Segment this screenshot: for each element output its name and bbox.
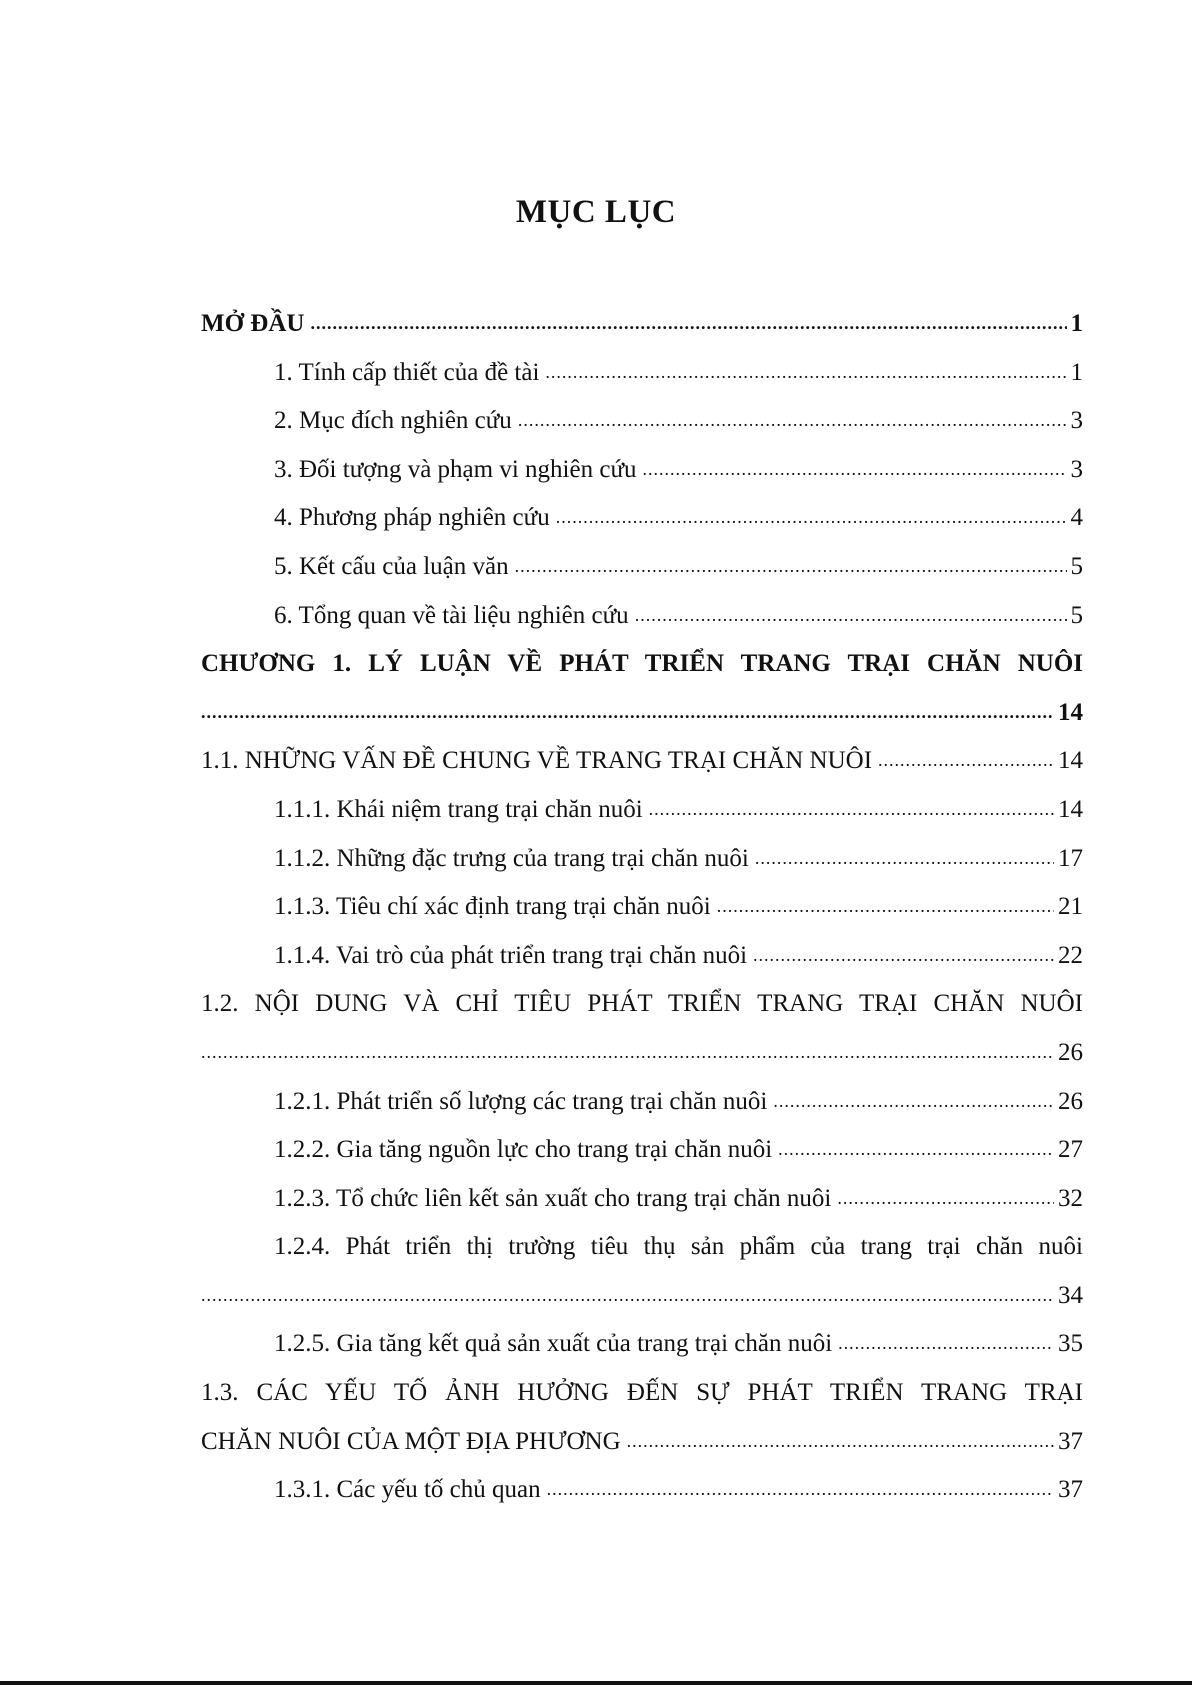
toc-entry-label: 2. Mục đích nghiên cứu xyxy=(274,407,512,435)
toc-entry-page: 4 xyxy=(1070,504,1083,532)
toc-entry[interactable] xyxy=(201,893,1083,942)
toc-entry-label: 1.1.2. Những đặc trưng của trang trại chăn nuôi xyxy=(274,844,749,872)
toc-entry-page: 3 xyxy=(1070,407,1083,435)
dot-leader xyxy=(838,1333,1054,1354)
toc-entry[interactable] xyxy=(201,1185,1083,1234)
dot-leader xyxy=(755,848,1054,869)
table-of-contents xyxy=(201,310,1083,1525)
toc-entry-label: 1.1.1. Khái niệm trang trại chăn nuôi xyxy=(274,795,643,823)
dot-leader xyxy=(201,1285,1054,1306)
toc-entry-continuation[interactable] xyxy=(201,1428,1083,1477)
dot-leader xyxy=(518,410,1067,431)
toc-entry-label: 1.2.4. Phát triển thị trường tiêu thụ sản phẩm của trang trại chăn nuôi xyxy=(274,1233,1083,1261)
toc-entry[interactable] xyxy=(201,796,1083,845)
toc-entry-page: 21 xyxy=(1058,893,1083,921)
toc-entry-label: 1.2.5. Gia tăng kết quả sản xuất của trang trại chăn nuôi xyxy=(274,1330,833,1358)
toc-entry[interactable] xyxy=(201,456,1083,505)
toc-entry[interactable] xyxy=(201,1136,1083,1185)
dot-leader xyxy=(556,507,1067,528)
toc-entry-label: 5. Kết cấu của luận văn xyxy=(274,552,509,580)
toc-entry-label: 1.2. NỘI DUNG VÀ CHỈ TIÊU PHÁT TRIỂN TRANG TRẠI CHĂN NUÔI xyxy=(201,990,1083,1018)
toc-entry-label: CHĂN NUÔI CỦA MỘT ĐỊA PHƯƠNG xyxy=(201,1427,621,1455)
toc-entry-continuation[interactable] xyxy=(201,1039,1083,1088)
toc-entry-label: 1.3. CÁC YẾU TỐ ẢNH HƯỞNG ĐẾN SỰ PHÁT TRIỂN TRANG TRẠI xyxy=(201,1379,1083,1407)
toc-entry-continuation[interactable] xyxy=(201,699,1083,748)
toc-entry-label: CHƯƠNG 1. LÝ LUẬN VỀ PHÁT TRIỂN TRANG TRẠI CHĂN NUÔI xyxy=(201,650,1083,678)
toc-entry[interactable] xyxy=(201,359,1083,408)
toc-entry-page: 34 xyxy=(1058,1281,1083,1309)
toc-entry[interactable] xyxy=(201,942,1083,991)
page-title: MỤC LỤC xyxy=(515,194,677,230)
toc-entry-label: 1.1.3. Tiêu chí xác định trang trại chăn nuôi xyxy=(274,893,711,921)
toc-entry-page: 26 xyxy=(1058,1087,1083,1115)
bottom-edge-rule xyxy=(0,1681,1192,1685)
toc-entry-page: 14 xyxy=(1058,795,1083,823)
toc-entry-page: 35 xyxy=(1058,1330,1083,1358)
toc-entry-subsection[interactable] xyxy=(201,1233,1083,1282)
dot-leader xyxy=(878,750,1054,771)
dot-leader xyxy=(643,459,1067,480)
toc-entry[interactable] xyxy=(201,1476,1083,1525)
dot-leader xyxy=(635,605,1067,626)
toc-entry-page: 5 xyxy=(1070,601,1083,629)
toc-entry-page: 1 xyxy=(1070,358,1083,386)
toc-entry-continuation[interactable] xyxy=(201,1282,1083,1331)
toc-entry-label: 3. Đối tượng và phạm vi nghiên cứu xyxy=(274,455,637,483)
toc-entry[interactable] xyxy=(201,1088,1083,1137)
dot-leader xyxy=(547,1479,1054,1500)
dot-leader xyxy=(837,1188,1054,1209)
toc-entry[interactable] xyxy=(201,602,1083,651)
dot-leader xyxy=(778,1139,1054,1160)
toc-entry-section[interactable] xyxy=(201,1379,1083,1428)
toc-entry-page: 1 xyxy=(1070,310,1083,337)
toc-entry-page: 22 xyxy=(1058,941,1083,969)
toc-entry-section[interactable] xyxy=(201,990,1083,1039)
dot-leader xyxy=(515,556,1067,577)
toc-entry-label: 1.3.1. Các yếu tố chủ quan xyxy=(274,1476,541,1504)
toc-entry[interactable] xyxy=(201,747,1083,796)
toc-entry-page: 26 xyxy=(1058,1038,1083,1066)
toc-entry-label: 1. Tính cấp thiết của đề tài xyxy=(274,358,540,386)
toc-entry[interactable] xyxy=(201,1330,1083,1379)
toc-entry[interactable] xyxy=(201,553,1083,602)
toc-entry-chapter[interactable] xyxy=(201,650,1083,699)
toc-entry[interactable] xyxy=(201,407,1083,456)
dot-leader xyxy=(627,1431,1054,1452)
dot-leader xyxy=(310,313,1066,334)
toc-entry-label: 1.1.4. Vai trò của phát triển trang trại chăn nuôi xyxy=(274,941,748,969)
dot-leader xyxy=(545,362,1066,383)
toc-entry-page: 27 xyxy=(1058,1136,1083,1164)
toc-entry-label: MỞ ĐẦU xyxy=(201,310,305,337)
toc-entry-page: 17 xyxy=(1058,844,1083,872)
toc-entry-label: 1.1. NHỮNG VẤN ĐỀ CHUNG VỀ TRANG TRẠI CHĂN NUÔI xyxy=(201,747,873,775)
toc-entry-page: 32 xyxy=(1058,1184,1083,1212)
dot-leader xyxy=(717,896,1054,917)
toc-entry-page: 37 xyxy=(1058,1427,1083,1455)
toc-entry[interactable] xyxy=(201,504,1083,553)
toc-entry-label: 1.2.1. Phát triển số lượng các trang trại chăn nuôi xyxy=(274,1087,768,1115)
toc-entry-label: 1.2.2. Gia tăng nguồn lực cho trang trại chăn nuôi xyxy=(274,1136,773,1164)
dot-leader xyxy=(773,1091,1054,1112)
toc-entry-page: 14 xyxy=(1058,698,1083,726)
dot-leader xyxy=(201,702,1054,723)
dot-leader xyxy=(649,799,1054,820)
toc-entry-label: 4. Phương pháp nghiên cứu xyxy=(274,504,550,532)
toc-entry-page: 5 xyxy=(1070,552,1083,580)
toc-entry[interactable] xyxy=(201,310,1083,359)
toc-entry-label: 6. Tổng quan về tài liệu nghiên cứu xyxy=(274,601,629,629)
dot-leader xyxy=(753,945,1054,966)
toc-entry-page: 3 xyxy=(1070,455,1083,483)
toc-entry-page: 14 xyxy=(1058,747,1083,775)
toc-entry-label: 1.2.3. Tổ chức liên kết sản xuất cho trang trại chăn nuôi xyxy=(274,1184,832,1212)
toc-entry[interactable] xyxy=(201,845,1083,894)
dot-leader xyxy=(201,1042,1054,1063)
toc-entry-page: 37 xyxy=(1058,1476,1083,1504)
